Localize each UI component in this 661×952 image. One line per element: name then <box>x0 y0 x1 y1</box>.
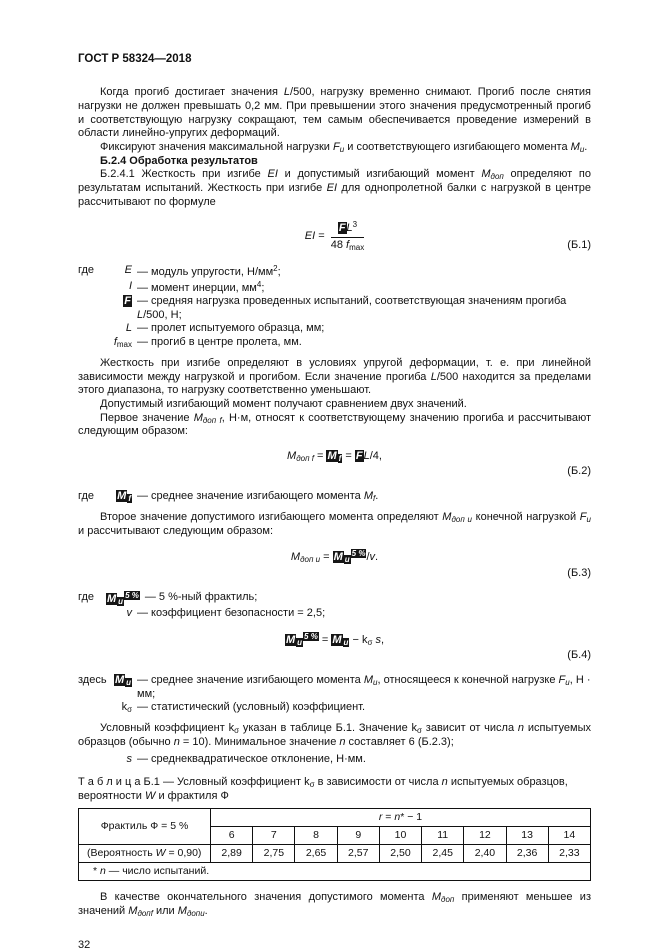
value-cell: 2,40 <box>464 844 506 862</box>
page-number: 32 <box>78 938 91 951</box>
definition-term: v <box>126 607 132 620</box>
definition-desc: — прогиб в центре пролета, мм. <box>137 336 302 349</box>
definition-desc: — среднее значение изгибающего момента $M_u$, относящееся к конечной нагрузке $F_u$, Н · мм; <box>137 673 591 700</box>
definition-item <box>78 490 591 504</box>
definition-list-b1 <box>78 264 591 350</box>
paragraph-elastic: Жесткость при изгибе определяют в условиях упругой деформации, т. е. при линейной зависимости между нагрузкой и прогибом. Если значение прогиба L/500 находится за пределами этого диапазона, то нагрузку соответственно уменьшают. <box>78 357 591 397</box>
definition-item <box>78 674 591 702</box>
document-header: ГОСТ Р 58324—2018 <box>78 53 192 65</box>
formula-b3 <box>78 549 591 580</box>
definition-desc: — 5 %-ный фрактиль; <box>144 591 258 604</box>
table-header-row <box>79 808 591 826</box>
definition-desc: — статистический (условный) коэффициент. <box>137 701 366 714</box>
paragraph-two-values: Допустимый изгибающий момент получают сравнением двух значений. <box>100 397 467 410</box>
definition-list-b2 <box>78 490 591 504</box>
paragraph-first-value: Первое значение $M_{доп f}$, Н·м, относят к соответствующему значению прогиба и рассчитывают следующим образом: <box>78 411 591 438</box>
formula-b4 <box>78 632 591 663</box>
definition-item <box>78 336 591 350</box>
definition-item <box>78 591 591 607</box>
paragraph-second-value: Второе значение допустимого изгибающего момента определяют $M_{доп u}$ конечной нагрузкой $F_u$ и рассчитывают следующим образом: <box>78 510 591 537</box>
definition-desc: — модуль упругости, $Н/мм^2$; <box>137 263 281 278</box>
column-header: 8 <box>295 826 337 844</box>
definition-term: s <box>126 752 132 765</box>
formula-b3-line: $M_{доп u} = M$ $_u^{5 \%}$/v. <box>290 549 379 565</box>
column-header: 12 <box>464 826 506 844</box>
formula-b4-number: (Б.4) <box>567 649 591 662</box>
table-footnote-row <box>79 862 591 880</box>
definition-term: $\overline{F}$ <box>124 295 131 308</box>
value-cell: 2,65 <box>295 844 337 862</box>
value-cell: 2,50 <box>379 844 421 862</box>
value-cell: 2,36 <box>506 844 548 862</box>
definition-term: E <box>124 263 132 276</box>
table-footnote: * n — число испытаний. <box>79 862 591 880</box>
definition-desc: — пролет испытуемого образца, мм; <box>137 322 325 335</box>
table-caption: Т а б л и ц а Б.1 — Условный коэффициент $k_\sigma$ в зависимости от числа n испытуемых образцов, вероятности W и фрактиля Ф <box>78 776 568 803</box>
paragraph-max-load: Фиксируют значения максимальной нагрузки $F_u$ и соответствующего изгибающего момента $M_u$. <box>100 140 588 154</box>
column-header: 10 <box>379 826 421 844</box>
table-corner-header: Фрактиль Ф = 5 % <box>79 808 211 844</box>
definition-desc: — момент инерции, $мм^4$; <box>137 279 265 294</box>
fraction-denominator: 48 $f_{max}$ <box>330 239 365 253</box>
definition-term: M $_u^{5 \%}$ <box>107 591 139 607</box>
paragraph-b241: Б.2.4.1 Жесткость при изгибе EI и допустимый изгибающий момент $M_{доп}$ определяют по результатам испытаний. Жесткость при изгибе EI для однопролетной балки с нагрузкой в центре рассчитывают по формуле <box>78 168 592 208</box>
value-cell: 2,89 <box>211 844 253 862</box>
value-cell: 2,57 <box>337 844 379 862</box>
definition-list-b3 <box>78 591 591 621</box>
definition-term: L <box>125 322 132 335</box>
table-row <box>79 844 591 862</box>
definition-item <box>78 295 591 322</box>
formula-b1-number: (Б.1) <box>567 239 591 252</box>
definition-desc: — средняя нагрузка проведенных испытаний, соответствующая значениям прогиба L/500, Н; <box>137 295 567 321</box>
definition-lead: где <box>78 489 95 502</box>
section-heading-b24: Б.2.4 Обработка результатов <box>100 154 258 167</box>
definition-s <box>78 753 591 767</box>
definition-item <box>78 701 591 715</box>
column-header: 13 <box>506 826 548 844</box>
definition-desc: — среднее значение изгибающего момента $M_f$. <box>137 489 379 503</box>
value-cell: 2,45 <box>422 844 464 862</box>
definition-term: $k_\sigma$ <box>121 701 132 715</box>
fraction <box>331 220 364 253</box>
formula-b1-lhs: EI = <box>304 230 328 243</box>
paragraph-k-sigma: Условный коэффициент $k_\sigma$ указан в таблице Б.1. Значение $k_\sigma$ зависит от числа n испытуемых образцов (обычно n = 10). Минимальное значение n составляет 6 (Б.2.3); <box>78 722 591 749</box>
column-header: 7 <box>253 826 295 844</box>
formula-b2-number: (Б.2) <box>567 465 591 478</box>
column-header: 9 <box>337 826 379 844</box>
table-group-header: r = n* − 1 <box>211 808 591 826</box>
table-row-label: (Вероятность W = 0,90) <box>79 844 211 862</box>
definition-item <box>78 264 591 280</box>
definition-item <box>78 322 591 336</box>
paragraph-deflection-l500: Когда прогиб достигает значения L/500, нагрузку временно снимают. Прогиб после снятия нагрузки не должен превышать 0,2 мм. При превышении этого значения предусмотренный прогиб и соответствующую нагрузку сокращают, тем самым обеспечивается проведение измерений в области линейно-упругих деформаций. <box>78 86 591 140</box>
definition-item <box>78 280 591 296</box>
formula-b4-line: M $_u^{5 \%} = \overline{M}$ $_u - k_\sigma$ s, <box>285 631 385 647</box>
formula-b1 <box>78 220 591 253</box>
definition-lead: где <box>78 591 95 604</box>
formula-b2 <box>78 450 591 479</box>
column-header: 6 <box>211 826 253 844</box>
definition-item <box>78 607 591 621</box>
definition-list-b4 <box>78 674 591 715</box>
definition-lead: здесь <box>78 673 107 686</box>
definition-term: I <box>128 279 132 292</box>
formula-b3-number: (Б.3) <box>567 566 591 579</box>
table-b1 <box>78 808 591 881</box>
definition-term: $f_{max}$ <box>113 336 132 350</box>
fraction-numerator: $\overline{F}L^3$ <box>331 220 364 238</box>
definition-term: $\overline{M}$ $_f$ <box>117 489 131 503</box>
paragraph-final-value: В качестве окончательного значения допустимого момента $M_{доп}$ применяют меньшее из значений $M_{допf}$ или $M_{допu}$. <box>78 890 591 918</box>
formula-b2-line: $M_{доп f} = \overline{M}$ $_f = \overline{F}L/4$, <box>287 450 382 464</box>
column-header: 11 <box>422 826 464 844</box>
definition-desc: — коэффициент безопасности = 2,5; <box>137 607 326 620</box>
definition-lead: где <box>78 263 95 276</box>
definition-term: $\overline{M}$ $_u$ <box>114 673 131 687</box>
column-header: 14 <box>548 826 590 844</box>
definition-item <box>78 753 591 767</box>
value-cell: 2,75 <box>253 844 295 862</box>
definition-desc: — среднеквадратическое отклонение, Н·мм. <box>137 752 366 765</box>
value-cell: 2,33 <box>548 844 590 862</box>
